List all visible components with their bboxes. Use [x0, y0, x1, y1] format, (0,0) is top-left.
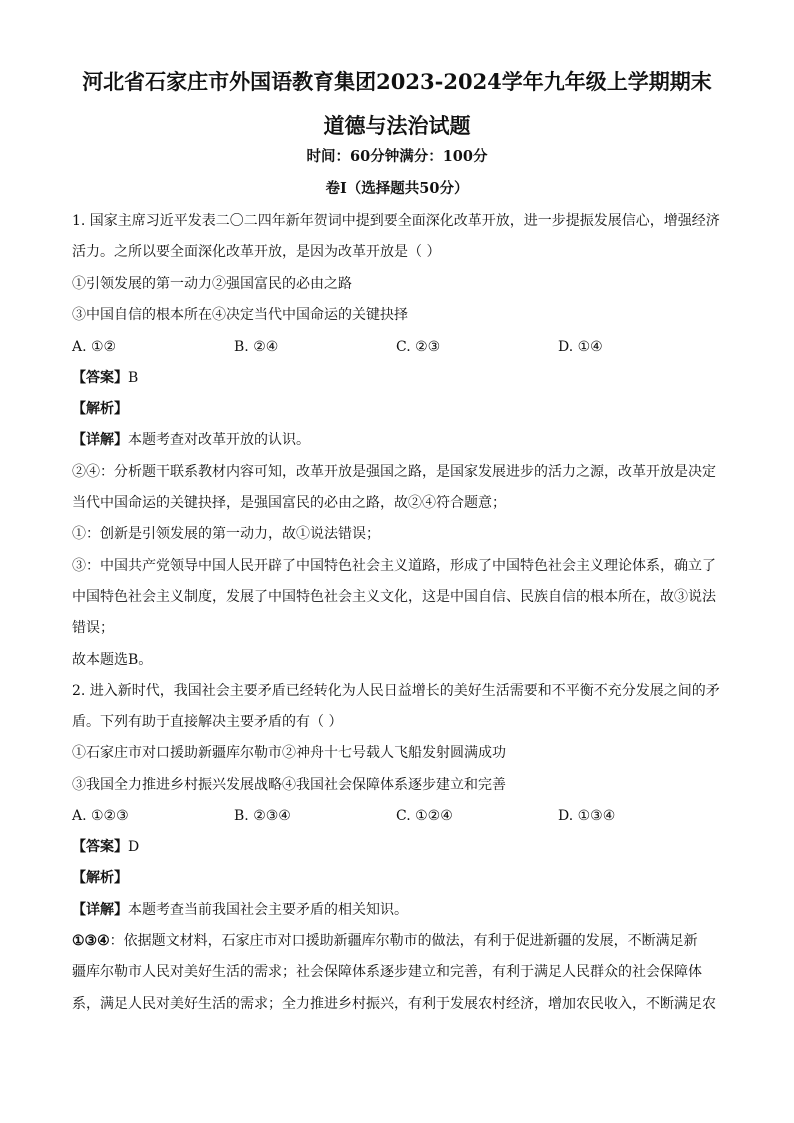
- detail-tag: 【详解】: [72, 432, 128, 448]
- q1-answer: [72, 371, 138, 385]
- q2-detail: [72, 903, 408, 917]
- exam-title-line1: 河北省石家庄市外国语教育集团2023-2024学年九年级上学期期末: [82, 69, 712, 94]
- q2-explanation-line1: [72, 934, 698, 948]
- q1-explanation-2: ①：创新是引领发展的第一动力，故①说法错误；: [72, 526, 380, 542]
- q1-explanation-1-line1: ②④：分析题干联系教材内容可知，改革开放是强国之路，是国家发展进步的活力之源，改革开放是决定: [72, 464, 716, 480]
- q1-option-b: B. ②④: [234, 339, 279, 355]
- q1-explanation-3-line1: ③：中国共产党领导中国人民开辟了中国特色社会主义道路，形成了中国特色社会主义理论体系，确立了: [72, 558, 716, 574]
- q2-option-d: D. ①③④: [558, 808, 616, 824]
- exam-title-line2: 道德与法治试题: [323, 113, 471, 138]
- q1-stem-line2: 活力。之所以要全面深化改革开放，是因为改革开放是（ ）: [72, 244, 441, 260]
- q1-analysis-tag: 【解析】: [72, 401, 128, 417]
- q1-option-a: A. ①②: [72, 339, 117, 355]
- answer-tag: 【答案】: [72, 839, 128, 855]
- detail-tag: 【详解】: [72, 902, 128, 918]
- q2-analysis-tag: 【解析】: [72, 870, 128, 886]
- detail-text: 本题考查当前我国社会主要矛盾的相关知识。: [128, 902, 408, 918]
- q2-stem-line2: 盾。下列有助于直接解决主要矛盾的有（ ）: [72, 714, 343, 730]
- q2-option-c: C. ①②④: [396, 808, 453, 824]
- detail-text: 本题考查对改革开放的认识。: [128, 432, 310, 448]
- q2-explanation-line2: 疆库尔勒市人民对美好生活的需求；社会保障体系逐步建立和完善，有利于满足人民群众的社会保障体: [72, 964, 702, 980]
- q1-explanation-3-line3: 错误；: [72, 620, 114, 636]
- q1-stem-line1: 1. 国家主席习近平发表二〇二四年新年贺词中提到要全面深化改革开放，进一步提振发展信心，增强经济: [72, 213, 720, 229]
- exam-time-score: 时间：60分钟满分：100分: [306, 148, 488, 165]
- answer-value: B: [128, 370, 139, 386]
- q1-items-line2: ③中国自信的根本所在④决定当代中国命运的关键抉择: [72, 307, 408, 323]
- q2-option-b: B. ②③④: [234, 808, 291, 824]
- q2-answer: [72, 840, 139, 854]
- answer-tag: 【答案】: [72, 370, 128, 386]
- answer-value: D: [128, 839, 140, 855]
- q2-stem-line1: 2. 进入新时代，我国社会主要矛盾已经转化为人民日益增长的美好生活需要和不平衡不充分发展之间的矛: [72, 683, 720, 699]
- q1-conclusion: 故本题选B。: [72, 652, 153, 668]
- q1-option-d: D. ①④: [558, 339, 603, 355]
- q1-option-c: C. ②③: [396, 339, 441, 355]
- q2-items-line1: ①石家庄市对口援助新疆库尔勒市②神舟十七号载人飞船发射圆满成功: [72, 745, 506, 761]
- q1-explanation-1-line2: 当代中国命运的关键抉择，是强国富民的必由之路，故②④符合题意；: [72, 495, 506, 511]
- section-heading: 卷Ⅰ（选择题共50分）: [325, 180, 469, 197]
- q2-items-line2: ③我国全力推进乡村振兴发展战略④我国社会保障体系逐步建立和完善: [72, 777, 506, 793]
- q2-option-a: A. ①②③: [72, 808, 129, 824]
- q1-items-line1: ①引领发展的第一动力②强国富民的必由之路: [72, 276, 352, 292]
- explanation-text: ：依据题文材料，石家庄市对口援助新疆库尔勒市的做法，有利于促进新疆的发展，不断满足新: [109, 933, 698, 949]
- q1-detail: [72, 433, 310, 447]
- q1-explanation-3-line2: 中国特色社会主义制度，发展了中国特色社会主义文化，这是中国自信、民族自信的根本所在，故③说法: [72, 589, 716, 605]
- q2-explanation-line3: 系，满足人民对美好生活的需求；全力推进乡村振兴，有利于发展农村经济，增加农民收入，不断满足农: [72, 996, 716, 1012]
- explanation-bold-label: ①③④: [72, 933, 110, 949]
